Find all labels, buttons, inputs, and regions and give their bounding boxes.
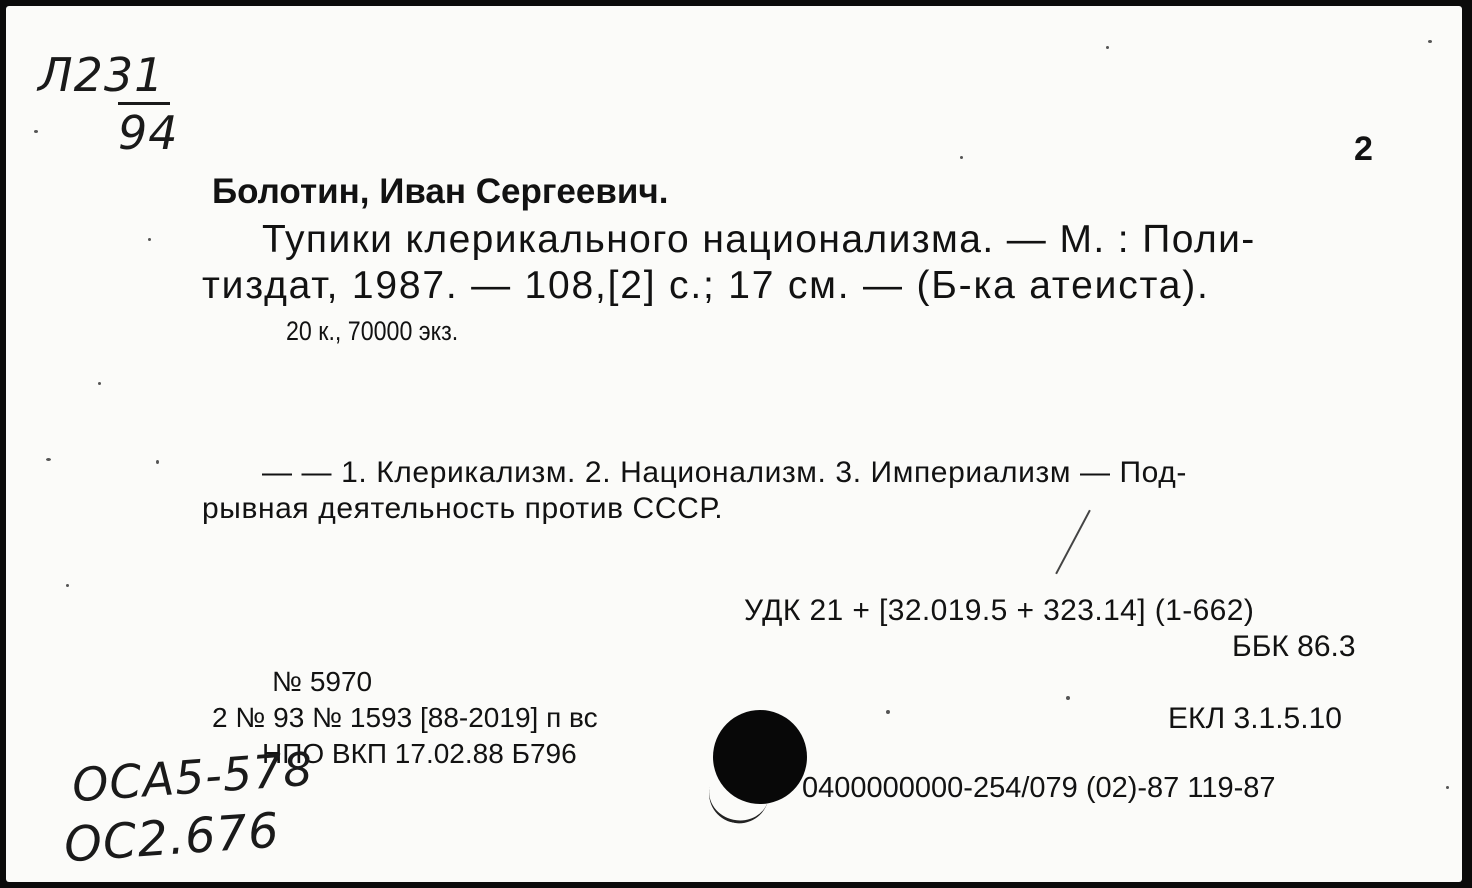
author-heading: Болотин, Иван Сергеевич.	[212, 172, 669, 211]
print-info: 2 № 93 № 1593 [88-2019] п вс	[212, 702, 598, 733]
price-run: 20 к., 70000 экз.	[286, 316, 459, 346]
card-number: 2	[1354, 130, 1373, 168]
shelfmark-bottom: 94	[118, 106, 179, 160]
shelfmark-rule	[118, 102, 170, 105]
title-line-2: тиздат, 1987. — 108,[2] с.; 17 см. — (Б-ка атеиста).	[202, 264, 1210, 307]
shelfmark-top: Л231	[38, 48, 165, 102]
code-number: 0400000000-254/079 (02)-87 119-87	[802, 772, 1276, 804]
title-line-1: Тупики клерикального национализма. — М. : Поли-	[262, 218, 1256, 261]
udk-index: УДК 21 + [32.019.5 + 323.14] (1-662)	[744, 594, 1255, 627]
bbk-index: ББК 86.3	[1232, 630, 1356, 663]
order-number: № 5970	[272, 666, 373, 697]
pencil-mark	[1055, 510, 1091, 575]
ekl-index: ЕКЛ 3.1.5.10	[1168, 702, 1342, 735]
handwritten-note-1: ОСА5-578	[70, 741, 316, 813]
subjects-line-2: рывная деятельность против СССР.	[202, 492, 724, 525]
catalog-card	[6, 6, 1462, 882]
npo-info: НПО ВКП 17.02.88 Б796	[262, 738, 577, 769]
handwritten-note-2: ОС2.676	[62, 802, 282, 874]
subjects-line-1: — — 1. Клерикализм. 2. Национализм. 3. Империализм — Под-	[262, 456, 1188, 489]
